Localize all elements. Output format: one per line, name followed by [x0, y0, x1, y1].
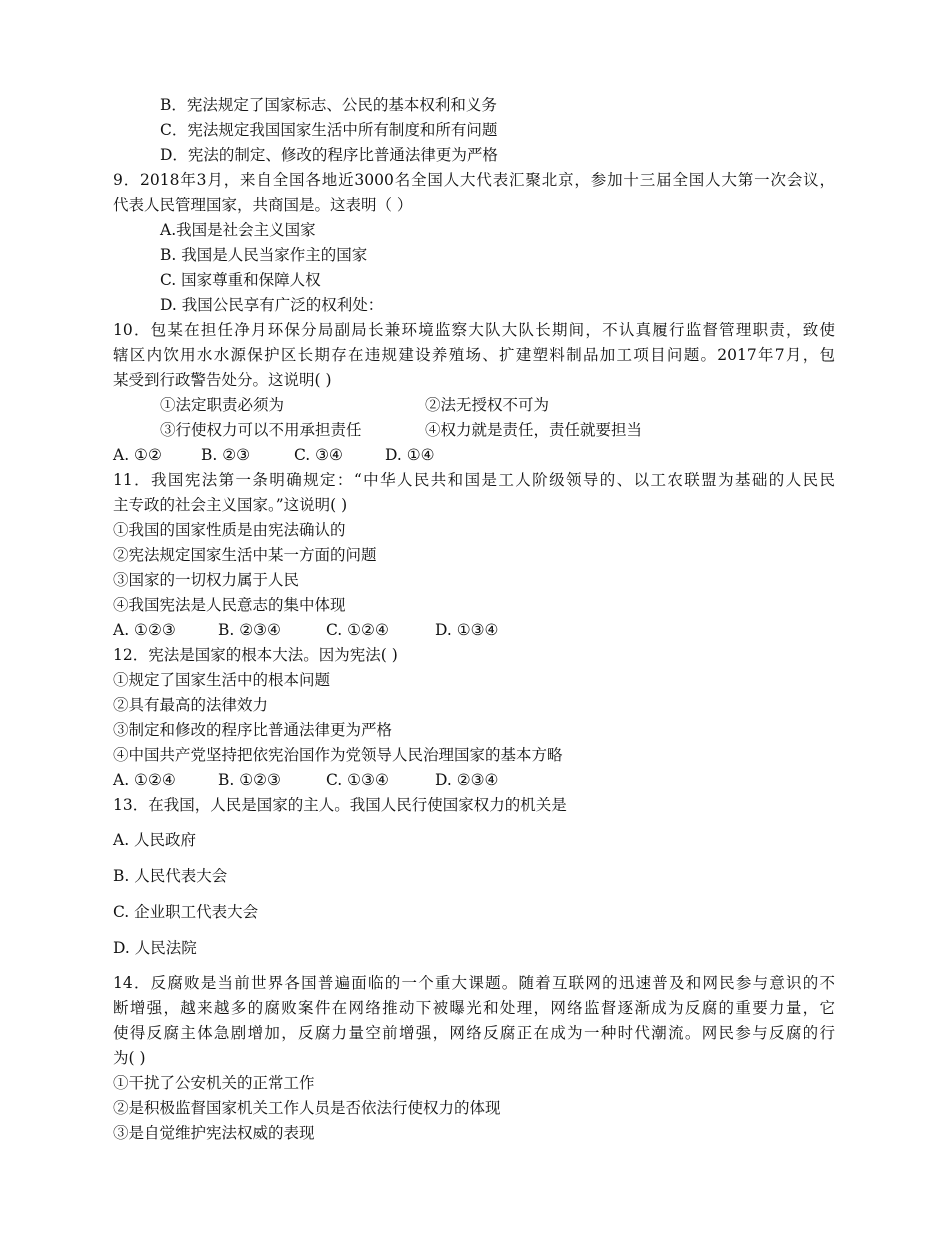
q12-item-2: ②具有最高的法律效力 [113, 696, 269, 714]
q11-answer-d: D. ①③④ [435, 621, 499, 639]
q11-answer-b: B. ②③④ [218, 621, 281, 639]
q14-stem-line-2: 断增强，越来越多的腐败案件在网络推动下被曝光和处理，网络监督逐渐成为反腐的重要力量，它 [113, 999, 835, 1017]
q10-answer-c: C. ③④ [294, 446, 343, 464]
q12-answer-b: B. ①②③ [218, 771, 281, 789]
q12-answer-d: D. ②③④ [435, 771, 499, 789]
q11-answer-c: C. ①②④ [326, 621, 389, 639]
q10-stem-line-1: 10．包某在担任净月环保分局副局长兼环境监察大队大队长期间，不认真履行监督管理职责，致使 [113, 321, 835, 339]
q14-stem-line-4: 为( ) [113, 1049, 146, 1067]
q11-stem-line-1: 11．我国宪法第一条明确规定：“中华人民共和国是工人阶级领导的、以工农联盟为基础的人民民 [113, 471, 835, 489]
q11-stem-line-2: 主专政的社会主义国家。”这说明( ) [113, 496, 348, 514]
q13-option-a: A. 人民政府 [113, 831, 197, 849]
q8-option-b: B．宪法规定了国家标志、公民的基本权利和义务 [160, 96, 497, 114]
q13-option-c: C. 企业职工代表大会 [113, 903, 259, 921]
q11-item-4: ④我国宪法是人民意志的集中体现 [113, 596, 346, 614]
q9-option-a: A.我国是社会主义国家 [160, 221, 316, 239]
q13-stem: 13．在我国，人民是国家的主人。我国人民行使国家权力的机关是 [113, 796, 567, 814]
q10-item-3: ③行使权力可以不用承担责任 [160, 421, 362, 439]
q14-stem-line-3: 使得反腐主体急剧增加，反腐力量空前增强，网络反腐正在成为一种时代潮流。网民参与反腐的行 [113, 1024, 835, 1042]
q10-item-2: ②法无授权不可为 [425, 396, 550, 414]
q10-item-4: ④权力就是责任，责任就要担当 [425, 421, 643, 439]
q8-option-d: D．宪法的制定、修改的程序比普通法律更为严格 [160, 146, 498, 164]
q8-option-c: C．宪法规定我国国家生活中所有制度和所有问题 [160, 121, 498, 139]
q9-stem-line-1: 9．2018年3月，来自全国各地近3000名全国人大代表汇聚北京，参加十三届全国人大第一次会议， [113, 171, 835, 189]
q11-item-2: ②宪法规定国家生活中某一方面的问题 [113, 546, 377, 564]
q14-item-2: ②是积极监督国家机关工作人员是否依法行使权力的体现 [113, 1099, 501, 1117]
q9-option-b: B. 我国是人民当家作主的国家 [160, 246, 368, 264]
q14-stem-line-1: 14．反腐败是当前世界各国普遍面临的一个重大课题。随着互联网的迅速普及和网民参与意识的不 [113, 974, 835, 992]
q9-option-c: C. 国家尊重和保障人权 [160, 271, 321, 289]
q10-answer-a: A. ①② [113, 446, 162, 464]
q9-stem-line-2: 代表人民管理国家，共商国是。这表明（ ） [113, 196, 413, 214]
q12-item-1: ①规定了国家生活中的根本问题 [113, 671, 331, 689]
q12-stem: 12．宪法是国家的根本大法。因为宪法( ) [113, 646, 398, 664]
q14-item-3: ③是自觉维护宪法权威的表现 [113, 1124, 315, 1142]
q12-item-3: ③制定和修改的程序比普通法律更为严格 [113, 721, 393, 739]
q12-item-4: ④中国共产党坚持把依宪治国作为党领导人民治理国家的基本方略 [113, 746, 563, 764]
q14-item-1: ①干扰了公安机关的正常工作 [113, 1074, 315, 1092]
q10-answer-b: B. ②③ [201, 446, 251, 464]
q13-option-b: B. 人民代表大会 [113, 867, 228, 885]
q9-option-d: D. 我国公民享有广泛的权利处： [160, 296, 384, 314]
q11-item-1: ①我国的国家性质是由宪法确认的 [113, 521, 346, 539]
q10-stem-line-3: 某受到行政警告处分。这说明( ) [113, 371, 332, 389]
q11-answer-a: A. ①②③ [113, 621, 176, 639]
q13-option-d: D. 人民法院 [113, 939, 197, 957]
q12-answer-c: C. ①③④ [326, 771, 389, 789]
q10-answer-d: D. ①④ [385, 446, 435, 464]
q10-stem-line-2: 辖区内饮用水水源保护区长期存在违规建设养殖场、扩建塑料制品加工项目问题。2017年7月，包 [113, 346, 835, 364]
q12-answer-a: A. ①②④ [113, 771, 176, 789]
q10-item-1: ①法定职责必须为 [160, 396, 285, 414]
q11-item-3: ③国家的一切权力属于人民 [113, 571, 300, 589]
